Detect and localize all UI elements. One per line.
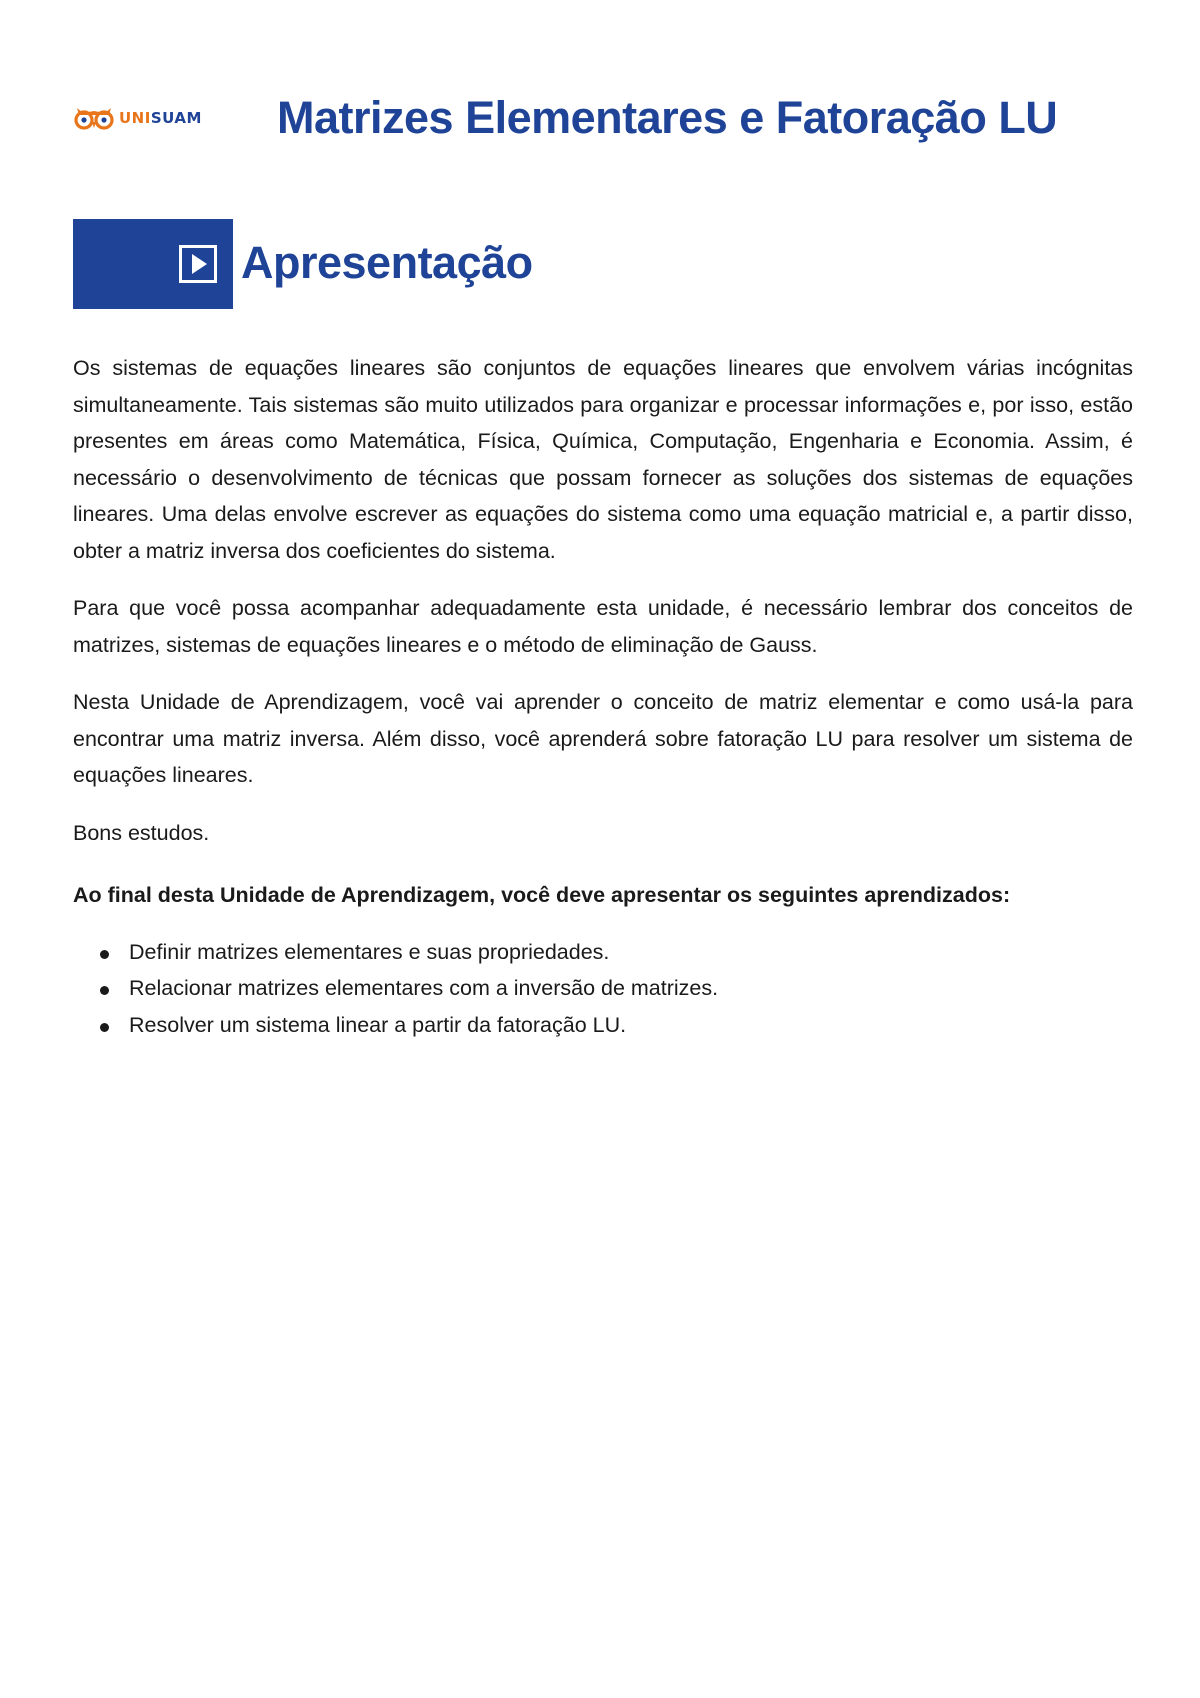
logo-text-suam: SUAM bbox=[150, 109, 202, 127]
section-title: Apresentação bbox=[241, 237, 533, 288]
section-accent-block bbox=[73, 219, 233, 309]
document-title: Matrizes Elementares e Fatoração LU bbox=[277, 92, 1058, 143]
objectives-lead: Ao final desta Unidade de Aprendizagem, você deve apresentar os seguintes aprendizados: bbox=[73, 883, 1011, 907]
logo-text-uni: UNI bbox=[119, 109, 151, 127]
unit-goals-paragraph: Nesta Unidade de Aprendizagem, você vai aprender o conceito de matriz elementar e como usá-la para encontrar uma matriz inversa. Além disso, você aprenderá sobre fatoração LU para resolver um sistema de equações lineares. bbox=[73, 690, 1133, 787]
prerequisites-paragraph: Para que você possa acompanhar adequadamente esta unidade, é necessário lembrar dos conceitos de matrizes, sistemas de equações lineares e o método de eliminação de Gauss. bbox=[73, 596, 1133, 657]
objective-item: Relacionar matrizes elementares com a inversão de matrizes. bbox=[129, 970, 1133, 1007]
logo-wordmark bbox=[119, 109, 202, 127]
objective-item: Resolver um sistema linear a partir da fatoração LU. bbox=[129, 1007, 1133, 1044]
closing-paragraph: Bons estudos. bbox=[73, 820, 210, 845]
objective-item: Definir matrizes elementares e suas propriedades. bbox=[129, 934, 1133, 971]
page-header bbox=[73, 88, 1133, 148]
objectives-list bbox=[73, 934, 1133, 1044]
presentation-content bbox=[73, 350, 1133, 1043]
owl-icon bbox=[73, 105, 115, 131]
intro-paragraph: Os sistemas de equações lineares são conjuntos de equações lineares que envolvem várias incógnitas simultaneamente. Tais sistemas são muito utilizados para organizar e processar informações e, por isso, estão presentes em áreas como Matemática, Física, Química, Computação, Engenharia e Economia. Assim, é necessário o desenvolvimento de técnicas que possam fornecer as soluções dos sistemas de equações lineares. Uma delas envolve escrever as equações do sistema como uma equação matricial e, a partir disso, obter a matriz inversa dos coeficientes do sistema. bbox=[73, 356, 1133, 563]
play-icon bbox=[178, 244, 218, 284]
section-header bbox=[73, 219, 773, 309]
unisuam-logo bbox=[73, 102, 202, 134]
